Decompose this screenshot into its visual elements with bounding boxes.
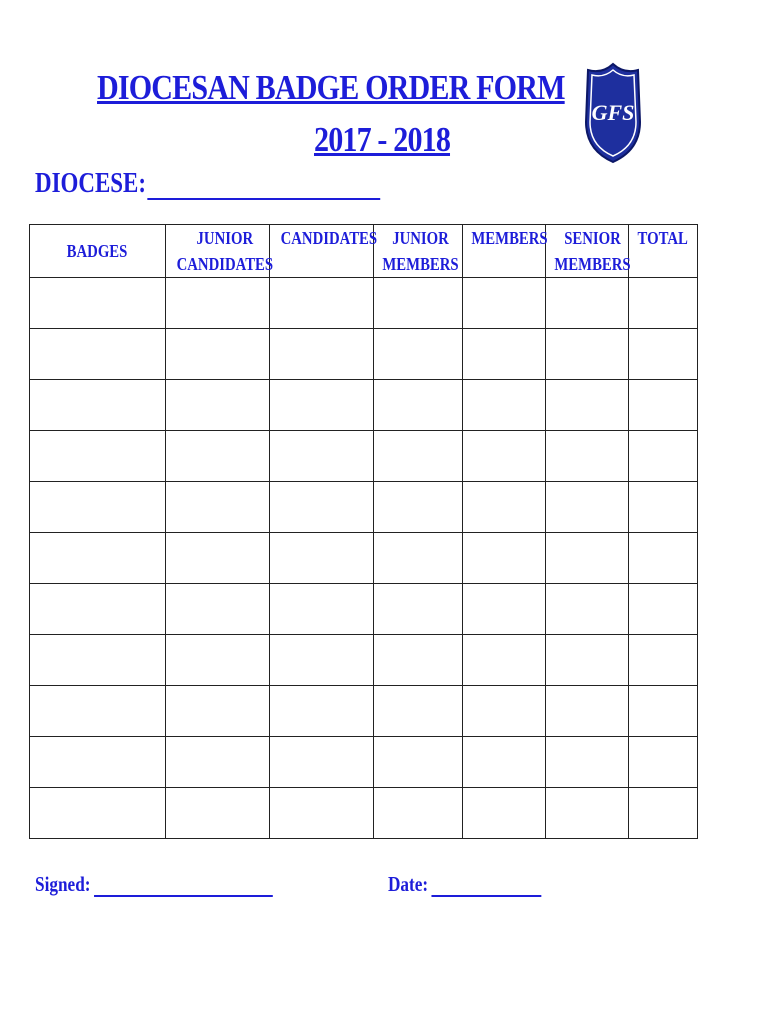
table-cell[interactable]	[546, 635, 629, 686]
table-cell[interactable]	[166, 533, 270, 584]
table-cell[interactable]	[546, 329, 629, 380]
table-row	[30, 788, 698, 839]
diocese-blank-line[interactable]	[148, 172, 381, 200]
table-row	[30, 737, 698, 788]
table-cell[interactable]	[270, 788, 374, 839]
table-cell[interactable]	[374, 533, 463, 584]
table-cell[interactable]	[30, 431, 166, 482]
table-cell[interactable]	[270, 329, 374, 380]
form-title: DIOCESAN BADGE ORDER FORM	[97, 68, 565, 107]
table-row	[30, 686, 698, 737]
table-cell[interactable]	[463, 533, 546, 584]
table-row	[30, 431, 698, 482]
date-field	[388, 872, 541, 897]
signed-label: Signed:	[35, 872, 91, 896]
table-cell[interactable]	[270, 380, 374, 431]
col-header-badges: BADGES	[30, 225, 166, 278]
table-cell[interactable]	[270, 737, 374, 788]
table-cell[interactable]	[463, 380, 546, 431]
table-cell[interactable]	[270, 533, 374, 584]
svg-text:GFS: GFS	[591, 100, 635, 125]
col-header-total: TOTAL	[629, 225, 698, 278]
table-cell[interactable]	[546, 788, 629, 839]
table-cell[interactable]	[546, 584, 629, 635]
table-cell[interactable]	[463, 788, 546, 839]
table-cell[interactable]	[463, 482, 546, 533]
table-cell[interactable]	[629, 584, 698, 635]
table-cell[interactable]	[463, 278, 546, 329]
date-blank-line[interactable]	[431, 875, 541, 897]
table-cell[interactable]	[629, 635, 698, 686]
col-header-junior-candidates: JUNIOR CANDIDATES	[166, 225, 270, 278]
table-cell[interactable]	[546, 482, 629, 533]
table-cell[interactable]	[30, 278, 166, 329]
table-cell[interactable]	[166, 329, 270, 380]
table-row	[30, 329, 698, 380]
table-cell[interactable]	[546, 380, 629, 431]
table-cell[interactable]	[629, 482, 698, 533]
table-cell[interactable]	[546, 686, 629, 737]
table-cell[interactable]	[166, 584, 270, 635]
form-year: 2017 - 2018	[314, 120, 451, 159]
diocese-field	[35, 168, 381, 200]
table-cell[interactable]	[30, 482, 166, 533]
table-cell[interactable]	[270, 431, 374, 482]
table-cell[interactable]	[166, 431, 270, 482]
table-cell[interactable]	[30, 737, 166, 788]
date-label: Date:	[388, 872, 429, 896]
col-header-members: MEMBERS	[463, 225, 546, 278]
table-header-row	[30, 225, 698, 278]
table-cell[interactable]	[374, 788, 463, 839]
table-cell[interactable]	[374, 278, 463, 329]
table-cell[interactable]	[374, 329, 463, 380]
table-cell[interactable]	[629, 788, 698, 839]
table-cell[interactable]	[629, 278, 698, 329]
table-cell[interactable]	[463, 635, 546, 686]
table-cell[interactable]	[270, 584, 374, 635]
table-cell[interactable]	[546, 533, 629, 584]
table-cell[interactable]	[629, 533, 698, 584]
table-cell[interactable]	[374, 380, 463, 431]
table-cell[interactable]	[166, 737, 270, 788]
table-cell[interactable]	[166, 482, 270, 533]
table-cell[interactable]	[30, 533, 166, 584]
table-cell[interactable]	[629, 431, 698, 482]
table-cell[interactable]	[629, 686, 698, 737]
table-cell[interactable]	[30, 584, 166, 635]
table-cell[interactable]	[166, 635, 270, 686]
table-cell[interactable]	[629, 380, 698, 431]
col-header-candidates: CANDIDATES	[270, 225, 374, 278]
table-cell[interactable]	[629, 737, 698, 788]
table-cell[interactable]	[166, 686, 270, 737]
gfs-shield-logo	[582, 62, 644, 164]
table-cell[interactable]	[374, 482, 463, 533]
table-cell[interactable]	[270, 686, 374, 737]
table-cell[interactable]	[30, 380, 166, 431]
table-cell[interactable]	[463, 584, 546, 635]
table-cell[interactable]	[374, 635, 463, 686]
table-row	[30, 533, 698, 584]
table-cell[interactable]	[546, 278, 629, 329]
table-cell[interactable]	[374, 737, 463, 788]
table-cell[interactable]	[30, 635, 166, 686]
table-cell[interactable]	[270, 635, 374, 686]
table-cell[interactable]	[463, 329, 546, 380]
table-row	[30, 584, 698, 635]
table-row	[30, 278, 698, 329]
table-cell[interactable]	[463, 737, 546, 788]
signed-blank-line[interactable]	[94, 875, 273, 897]
table-cell[interactable]	[166, 380, 270, 431]
table-cell[interactable]	[166, 788, 270, 839]
table-cell[interactable]	[374, 686, 463, 737]
table-cell[interactable]	[30, 686, 166, 737]
table-cell[interactable]	[30, 329, 166, 380]
table-cell[interactable]	[546, 737, 629, 788]
badge-order-table	[29, 224, 698, 839]
col-header-junior-members: JUNIOR MEMBERS	[374, 225, 463, 278]
signed-field	[35, 872, 273, 897]
table-cell[interactable]	[546, 431, 629, 482]
table-cell[interactable]	[270, 482, 374, 533]
table-cell[interactable]	[629, 329, 698, 380]
table-cell[interactable]	[463, 686, 546, 737]
table-cell[interactable]	[166, 278, 270, 329]
table-cell[interactable]	[463, 431, 546, 482]
table-row	[30, 380, 698, 431]
table-cell[interactable]	[374, 431, 463, 482]
table-cell[interactable]	[270, 278, 374, 329]
col-header-senior-members: SENIOR MEMBERS	[546, 225, 629, 278]
table-cell[interactable]	[374, 584, 463, 635]
diocese-label: DIOCESE:	[35, 168, 147, 199]
table-row	[30, 482, 698, 533]
table-row	[30, 635, 698, 686]
table-cell[interactable]	[30, 788, 166, 839]
